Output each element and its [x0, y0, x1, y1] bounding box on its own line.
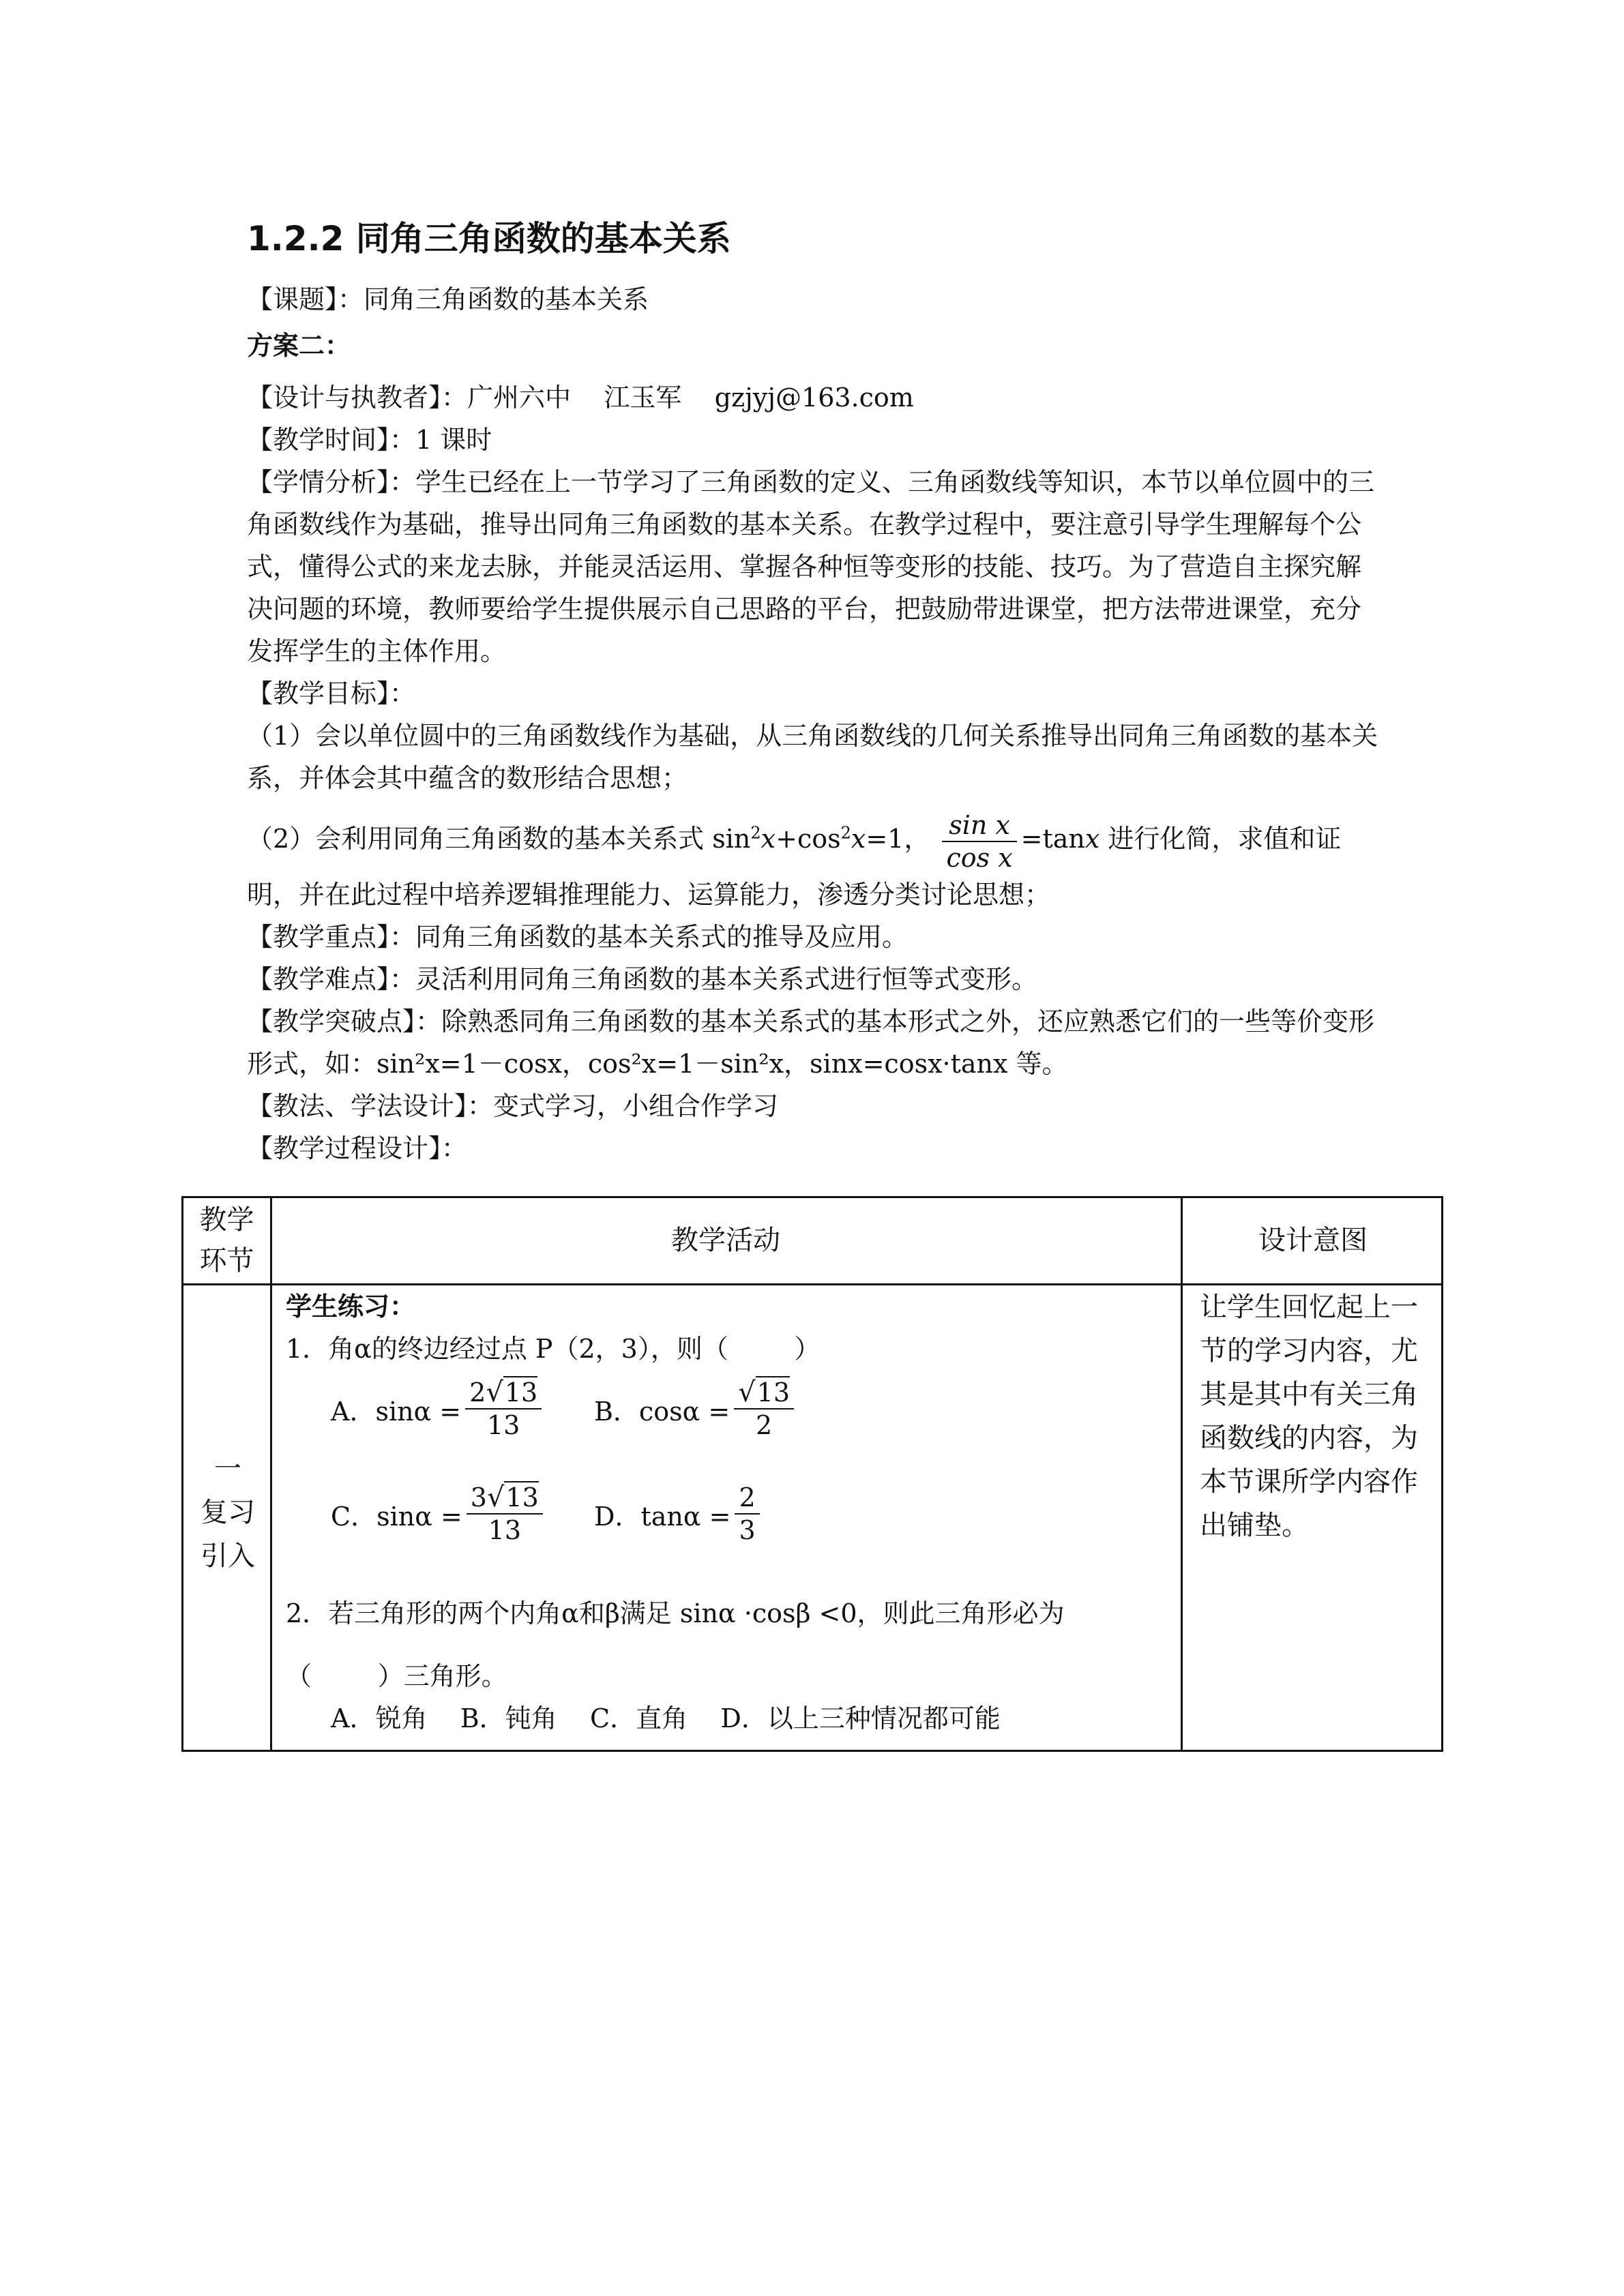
- stage-number: 一: [214, 1453, 241, 1485]
- plan-heading: 方案二：: [247, 331, 351, 361]
- q1-option-b-label: B．cosα =: [594, 1396, 730, 1427]
- key-label: 【教学重点】：: [247, 921, 416, 952]
- question-1: 1．角α的终边经过点 P（2，3），则（ ）: [286, 1334, 821, 1364]
- analysis-paragraph: [247, 461, 1386, 672]
- breakthrough-label: 【教学突破点】：: [247, 1006, 442, 1037]
- q1-option-d-num: 2: [735, 1482, 759, 1515]
- goal-1: （1）会以单位圆中的三角函数线作为基础，从三角函数线的几何关系推导出同角三角函数的基本关系，并体会其中蕴含的数形结合思想；: [247, 721, 1378, 793]
- q1-option-d: [594, 1482, 764, 1546]
- sqrt-icon: √: [738, 1377, 756, 1408]
- q1-option-a-num: [465, 1377, 542, 1410]
- intent-line-4: 函数线的内容，为: [1200, 1422, 1418, 1454]
- designer-line: [247, 376, 1386, 419]
- q1-option-d-label: D．tanα =: [594, 1501, 731, 1532]
- goal-2-sup2: 2: [840, 823, 851, 843]
- q1-option-c-coef: 3: [470, 1482, 487, 1512]
- process-table: [181, 1196, 1443, 1752]
- topic-value: 同角三角函数的基本关系: [364, 284, 649, 314]
- q1-option-d-fraction: [735, 1482, 759, 1546]
- q1-option-b-den: 2: [756, 1410, 773, 1440]
- q1-option-a-label: A．sinα =: [331, 1396, 462, 1427]
- question-2-options: A．锐角 B．钝角 C．直角 D．以上三种情况都可能: [331, 1703, 1001, 1733]
- sqrt-icon: √: [486, 1377, 503, 1408]
- goal-2-frac-num: sin x: [942, 809, 1016, 842]
- stage-cell: [183, 1447, 272, 1578]
- q1-option-c: [331, 1482, 547, 1546]
- q1-option-c-fraction: [467, 1482, 543, 1546]
- breakthrough-paragraph: [247, 1000, 1386, 1085]
- q1-option-a: [331, 1377, 546, 1441]
- goal-2-sup1: 2: [750, 823, 761, 843]
- header-activity: 教学活动: [671, 1225, 780, 1256]
- difficulty-label: 【教学难点】：: [247, 964, 416, 994]
- q1-option-c-den: 13: [488, 1515, 521, 1545]
- goal-2-fraction: [942, 809, 1016, 874]
- table-divider-2: [1181, 1198, 1183, 1750]
- topic-line: [247, 278, 1386, 320]
- q1-option-a-den: 13: [487, 1410, 520, 1440]
- intent-line-5: 本节课所学内容作: [1200, 1466, 1418, 1497]
- document-body: [247, 211, 1386, 1169]
- sqrt-icon: √: [486, 1482, 505, 1513]
- q1-option-a-coef: 2: [469, 1377, 486, 1407]
- q1-option-a-fraction: [465, 1377, 542, 1441]
- question-2-continued: （ ）三角形。: [286, 1661, 507, 1691]
- intent-line-1: 让学生回忆起上一: [1200, 1292, 1418, 1323]
- question-2: 2．若三角形的两个内角α和β满足 sinα ·cosβ <0，则此三角形必为: [286, 1598, 1065, 1628]
- goal-2-suffix: 进行化简，求值和证: [1099, 824, 1342, 854]
- q1-option-c-num: [467, 1482, 543, 1515]
- activity-cell: [286, 1285, 1172, 1740]
- key-value: 同角三角函数的基本关系式的推导及应用。: [415, 921, 909, 952]
- q1-option-b-fraction: [734, 1377, 794, 1441]
- stage-name-1: 复习: [201, 1497, 255, 1528]
- key-point-line: [247, 916, 1386, 958]
- header-stage-text: 教学环节: [199, 1204, 254, 1277]
- stage-name-2: 引入: [201, 1540, 255, 1572]
- method-label: 【教法、学法设计】：: [247, 1090, 494, 1121]
- goal-2-tan: =tan: [1020, 824, 1085, 854]
- intent-cell: [1200, 1285, 1432, 1547]
- header-intent: 设计意图: [1258, 1225, 1368, 1256]
- breakthrough-text: 除熟悉同角三角函数的基本关系式的基本形式之外，还应熟悉它们的一些等价变形形式，如：sin²x=1－cosx，cos²x=1－sin²x，sinx=cosx·tanx 等。: [247, 1006, 1375, 1079]
- analysis-text: 学生已经在上一节学习了三角函数的定义、三角函数线等知识，本节以单位圆中的三角函数线作为基础，推导出同角三角函数的基本关系。在教学过程中，要注意引导学生理解每个公式，懂得公式的来龙去脉，并能灵活运用、掌握各种恒等变形的技能、技巧。为了营造自主探究解决问题的环境，教师要给学生提供展示自己思路的平台，把鼓励带进课堂，把方法带进课堂，充分发挥学生的主体作用。: [247, 467, 1375, 666]
- difficulty-value: 灵活利用同角三角函数的基本关系式进行恒等式变形。: [415, 964, 1038, 994]
- analysis-label: 【学情分析】：: [247, 467, 416, 497]
- goal-2-var2: x: [851, 824, 866, 854]
- intent-line-6: 出铺垫。: [1200, 1510, 1309, 1541]
- q1-option-c-radicand: 13: [505, 1482, 539, 1512]
- q1-option-a-radicand: 13: [504, 1377, 538, 1407]
- goal-2-continued: 明，并在此过程中培养逻辑推理能力、运算能力，渗透分类讨论思想；: [247, 879, 1051, 910]
- intent-line-3: 其是其中有关三角: [1200, 1379, 1418, 1410]
- practice-heading: 学生练习：: [286, 1292, 416, 1322]
- q1-option-b: [594, 1377, 798, 1441]
- goal-2-line: [247, 805, 1386, 874]
- method-line: [247, 1085, 1386, 1127]
- difficulty-line: [247, 958, 1386, 1000]
- designer-value: 广州六中 江玉军 gzjyj@163.com: [467, 383, 914, 413]
- q1-option-c-label: C．sinα =: [331, 1501, 462, 1532]
- topic-label: 【课题】：: [247, 284, 364, 314]
- time-line: [247, 419, 1386, 461]
- q1-option-b-radicand: 13: [756, 1377, 791, 1407]
- method-value: 变式学习，小组合作学习: [493, 1090, 779, 1121]
- goal-2-var3: x: [1084, 824, 1100, 854]
- process-label: 【教学过程设计】：: [247, 1133, 468, 1163]
- lesson-title: 1.2.2 同角三角函数的基本关系: [247, 219, 731, 258]
- goal-2-frac-den: cos x: [946, 842, 1013, 873]
- time-label: 【教学时间】：: [247, 425, 416, 455]
- q1-option-b-num: [734, 1377, 794, 1410]
- q1-option-d-den: 3: [739, 1515, 756, 1545]
- designer-label: 【设计与执教者】：: [247, 383, 468, 413]
- goal-2-plus: +cos: [776, 824, 841, 854]
- goal-2-eq1: =1，: [866, 824, 930, 854]
- goal-2-prefix: （2）会利用同角三角函数的基本关系式 sin: [247, 824, 751, 854]
- q1-options-row-2: [331, 1475, 1172, 1570]
- header-stage: [183, 1199, 270, 1281]
- q1-options-row-1: [331, 1370, 1172, 1465]
- goals-label: 【教学目标】：: [247, 679, 416, 709]
- goal-2-var1: x: [761, 824, 776, 854]
- intent-line-2: 节的学习内容，尤: [1200, 1335, 1418, 1367]
- time-value: 1 课时: [415, 425, 492, 455]
